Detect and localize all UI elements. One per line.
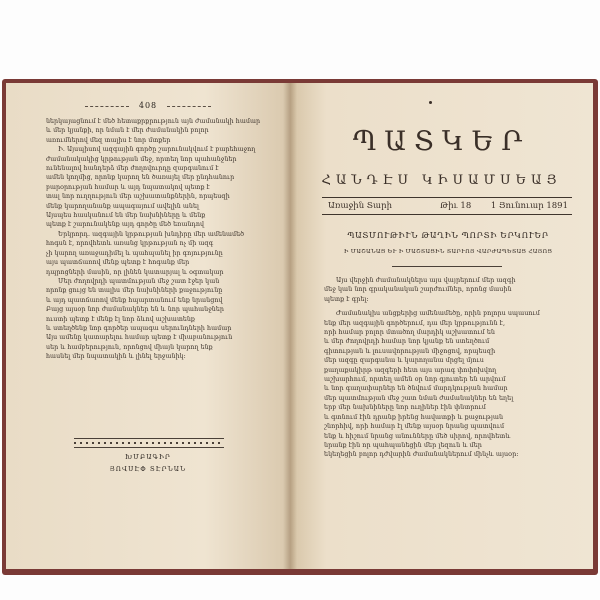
text-line: մենք կարողանանք ապագայում ավելին անել [46,202,199,210]
ornament-divider [74,438,224,448]
issue-date: 1 Յունուար 1891 [490,201,568,211]
text-line: ենք և հիշում նրանց անունները մեծ սիրով, որովհետև [324,431,511,440]
text-line: Ի. Այսպիսով ազգային գործը շարունակվում է բարեհաջող [58,146,256,154]
text-line: քաղաքակիրթ ազգերի հետ այս արագ փոփոխվող [324,365,497,374]
text-line: եկեղեցին բոլոր դժվարին ժամանակներում մինչև այսօր: [324,450,519,459]
right-page-text [324,276,572,465]
text-line: մեր պատմության մեջ շատ նման ժամանակներ են եղել [324,393,514,402]
dot-mark [429,101,432,104]
text-line: Բայց այսօր նոր ժամանակներ են և նոր պահանջներ [46,306,224,314]
text-line: սեր և համբերություն, որոնցով միայն կարող ենք [46,343,213,351]
text-line: գիտության և լուսավորության միջոցով, որպեսզի [324,346,496,355]
editor-label: ԽՄԲԱԳԻՐ [125,453,171,461]
text-line: ունենալով հանդերձ մեր ժողովուրդը զարգանում է [46,165,219,173]
paragraph-2 [324,309,572,460]
text-line: Այս վերջին ժամանակներս այս վայրերում մեր ազգի [336,276,516,284]
text-line: ամեն կողմից, որոնք կարող են ծառայել մեր ընդհանուր [46,174,235,182]
text-line: պետք է գրել: [324,294,369,303]
text-line: դպրոցների մասին, որ լինեն կատարյալ և օգտակար [46,268,224,276]
issue-number: Թիւ 18 [440,201,472,211]
journal-title: ՊԱՏԿԵՐ [352,126,531,157]
text-line: բարօրության համար և այդ նպատակով պետք է [46,183,210,191]
journal-subtitle: ՀԱՆԴԷՍ ԿԻՍԱՄՍԵԱՅ [321,173,562,188]
text-line: հոգսն է, որովհետև առանց կրթության ոչ մի ազգ [46,240,214,248]
text-line: մեր ազգը զարգանա և կարողանա մրցել մյուս [324,356,484,365]
headline-rule [392,266,502,267]
text-line: պետք է շարունակենք այդ գործը մեծ եռանդով [46,221,204,229]
left-page [6,83,290,569]
text-line: և մեր կյանքի, որ նման է մեր ժամանակին բոլոր [46,127,209,135]
text-line: Այս ամենը կատարելու համար պետք է միաբանություն [46,334,233,342]
text-line: ներկայացնում է մեծ հետաքրքրություն այն ժամանակի համար [46,118,261,125]
text-line: և մեր ժողովրդի համար նոր կյանք են ստեղծում [324,337,490,346]
text-line: և գտնում էին դրանք իրենց հավատքի և քաջության [324,412,504,421]
text-line: այս պատճառով մենք պետք է հոգանք մեր [46,259,190,267]
text-line: տալ նոր ուղղություն մեր աշխատանքներին, որպեսզի [46,193,230,201]
left-page-text [46,117,266,362]
text-line: առումներով մեզ տալիս է նոր մտքեր [46,136,171,144]
text-line: հասնել մեր նպատակին և լինել երջանիկ: [46,353,186,361]
page-number [6,101,290,110]
text-line: երբ մեր նախնիները նոր ուղիներ էին փնտրում [324,403,486,412]
article-subheadline: Ի ՄԱՇԱՆԱՑ ԵՒ Ի ՄԱՇՏԱՑԻՆ ՏԱՐՒՈՅ ՎԱՐԺԱՊԵՏԱՑ ՀԱՅՈՑ [343,249,553,255]
text-line: Մեր ժողովրդի պատմության մեջ շատ էջեր կան [58,277,220,285]
text-line: և այդ պատճառով մենք հպարտանում ենք նրանցով [46,296,223,304]
text-line: Ժամանակիս անցքերից ամենամեծը, որին բոլորս սպասում [336,309,540,318]
text-line: աշխարհում, որտեղ ամեն օր նոր գյուտեր են արվում [324,375,506,384]
text-line: և նոր գաղափարներ են ծնվում մարդկության համար [324,384,508,393]
text-line: մեջ կան նոր գրականական շարժումներ, որոնց մասին [324,285,512,294]
text-line: որոնք ցույց են տալիս մեր նախնիների քաջությունը [46,287,223,295]
page-number-value: 408 [138,101,158,110]
text-line: ուստի պետք է մենք էլ նոր ձևով աշխատենք [46,315,195,323]
text-line: Այսպես հասկանում են մեր նախնիները և մենք [46,212,206,220]
text-line: շնորհիվ, որի համար էլ մենք այսօր նրանց պատվում [324,422,505,431]
text-line: չի կարող առաջադիմել և պահպանել իր գոյությունը [46,249,223,257]
paragraph-1 [324,276,572,304]
text-line: որի համար բոլոր մտածող մարդիկ աշխատում են [324,328,496,337]
article-headline: ՊԱՏՄՈՒԹԻՒՆ ԹԱՂԻՆ ՊՈՐՏԻ ԵՐԿՈՒԵՐ [347,230,549,240]
issue-dateline [322,197,572,215]
editor-name: ՅՈՎՍԷՓ ՏԷՐՆԱՆ [109,465,187,473]
text-line: ենք մեր ազգային գործերում, դա մեր կրթությունն է, [324,318,506,327]
text-line: Երկրորդ. ազգային կրթության խնդիրը մեր ամենամեծ [58,230,245,238]
year-label: Առաջին Տարի [328,201,392,211]
text-line: և ստեղծենք նոր գործեր ապագա սերունդների համար [46,324,232,332]
text-line: նրանք էին որ պահպանեցին մեր լեզուն և մեր [324,440,482,449]
text-line: ժամանակակից կրթության մեջ, որտեղ նոր պահանջներ [46,155,237,163]
